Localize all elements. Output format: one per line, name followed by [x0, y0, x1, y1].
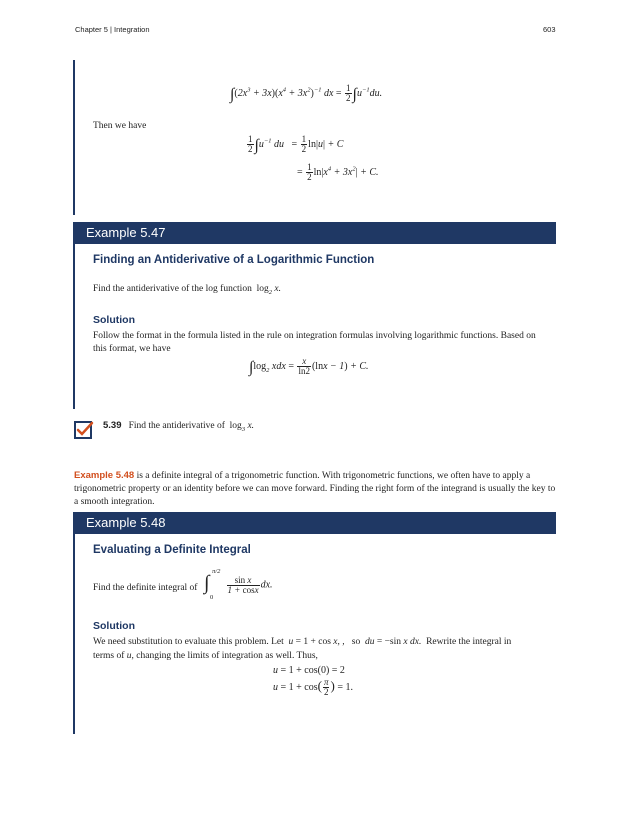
intro-paragraph-548: [74, 469, 556, 509]
example-548-solution-line-1: We need substitution to evaluate this problem. Let u = 1 + cos x, , so du = −sin x dx. Rewrite the integral in: [93, 637, 512, 647]
checkpoint-539: 5.39 Find the antiderivative of $\log_3 x$.: [103, 420, 255, 433]
section-bar-547: [73, 244, 75, 409]
example-548-link[interactable]: Example 5.48: [74, 470, 135, 481]
solution-text-5: , changing the limits of integration as well. Thus,: [131, 651, 318, 661]
checkpoint-icon: [74, 420, 94, 440]
solution-text-4: terms of: [93, 651, 125, 661]
example-547-band: Example 5.47: [73, 222, 556, 244]
example-547-prompt: Find the antiderivative of the log function $\log_2 x$.: [93, 284, 281, 296]
example-547-prompt-text: Find the antiderivative of the log function: [93, 284, 252, 294]
example-547-solution-text: Follow the format in the formula listed in the rule on integration formulas involving logarithmic functions. Based on this format, we have: [93, 331, 536, 354]
example-548-solution-label: Solution: [93, 620, 135, 632]
checkpoint-text: Find the antiderivative of: [128, 421, 225, 431]
equation-limit-lower: u = 1 + cos(0) = 2: [273, 665, 345, 676]
chapter-header: Chapter 5 | Integration: [75, 25, 150, 34]
example-548-prompt-text: Find the definite integral of: [93, 583, 198, 593]
example-548-title: Evaluating a Definite Integral: [93, 544, 251, 556]
example-548-band: Example 5.48: [73, 512, 556, 534]
example-547-solution-label: Solution: [93, 314, 135, 326]
section-bar-548: [73, 534, 75, 734]
equation-log-antiderivative: $\int\log_2$ xdx = $\frac{x}{\ln 2}$ (lnx − 1) + C.: [249, 356, 369, 376]
equation-result-2: = $\frac{1}{2}$ $\ln|x^4 + 3x^2| + C$.: [297, 162, 379, 182]
equation-substitution: $\int(2x^3 + 3x)(x^4 + 3x^2)^{-1}$ dx = $\frac{1}{2}$ $\int u^{-1}du$.: [230, 83, 383, 103]
intro-548-text: is a definite integral of a trigonometric function. With trigonometric functions, we often have to apply a trigonometric property or an identity before we can move forward. Finding the right form of the integrand is usually the key to a smooth integration.: [74, 471, 556, 507]
solution-text-3: Rewrite the integral in: [426, 637, 512, 647]
equation-result-1: $\frac{1}{2}$ $\int u^{-1}$ du = $\frac{1}{2}$ ln|u| + C: [248, 134, 344, 154]
checkpoint-number: 5.39: [103, 420, 122, 431]
solution-text-2: so: [351, 637, 361, 647]
page-number: 603: [543, 25, 556, 34]
equation-definite-integral: ∫ π/2 0 $\frac{\text{sin x}}{1 + \cos x}$ dx.: [204, 568, 273, 601]
example-548-solution-line-2: terms of u, changing the limits of integration as well. Thus,: [93, 651, 318, 661]
then-we-have-text: Then we have: [93, 121, 147, 131]
equation-limit-upper: u = 1 + cos( $\frac{\pi}{2}$ ) = 1.: [273, 677, 353, 698]
section-bar-top: [73, 60, 75, 215]
solution-text-1: We need substitution to evaluate this problem. Let: [93, 637, 284, 647]
example-547-title: Finding an Antiderivative of a Logarithmic Function: [93, 254, 375, 266]
